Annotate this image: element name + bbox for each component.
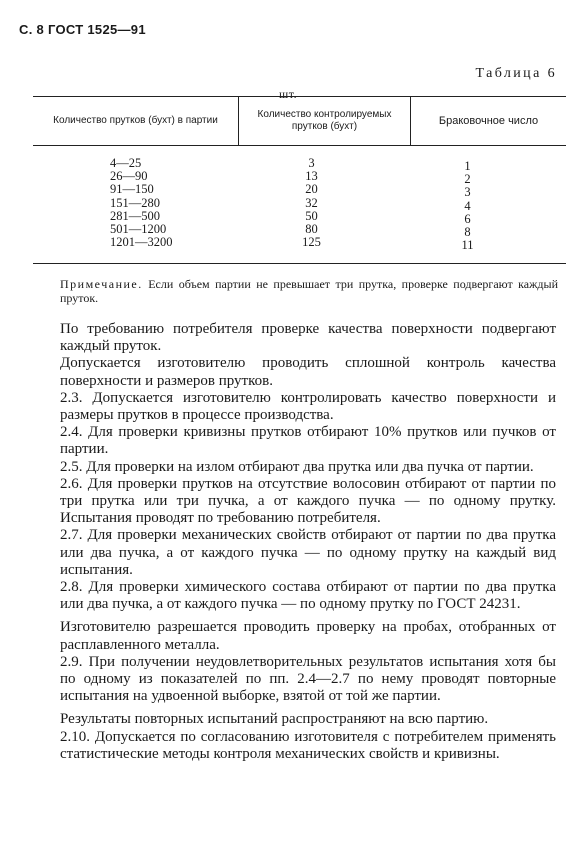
table-cell: 4 [464, 198, 471, 213]
paragraph: Допускается изготовителю проводить сплошной контроль качества поверхности и размеров прутков. [60, 355, 556, 389]
paragraph: 2.6. Для проверки прутков на отсутствие волосовин отбирают от партии по три прутка или три пучка, а от каждого пучка — по одному прутку. Испытания проводят по требованию потребителя. [60, 475, 556, 527]
page-header: С. 8 ГОСТ 1525—91 [19, 22, 146, 37]
paragraph: По требованию потребителя проверке качества поверхности подвергают каждый пруток. [60, 321, 556, 355]
column-batch-size [33, 157, 230, 249]
table-cell: 4—25 [110, 156, 142, 170]
table-cell: 125 [302, 235, 321, 250]
table-cell: 26—90 [110, 169, 148, 184]
table-cell: 8 [464, 225, 471, 240]
column-header-reject-number: Браковочное число [438, 115, 539, 127]
table-cell: 151—280 [110, 195, 160, 210]
table-cell: 1 [464, 159, 471, 173]
table-note [60, 277, 558, 305]
paragraph: 2.8. Для проверки химического состава отбирают от партии по два прутка или два пучка, а от каждого пучка — по одному прутку по ГОСТ 24231. [60, 579, 556, 613]
sampling-table [33, 96, 566, 264]
table-cell: 6 [464, 211, 471, 226]
column-controlled-count [230, 157, 393, 249]
column-reject-number [393, 157, 566, 253]
paragraph: 2.3. Допускается изготовителю контролировать качество поверхности и размеры прутков в процессе производства. [60, 389, 556, 424]
table-body [33, 146, 566, 263]
paragraph: Изготовителю разрешается проводить проверку на пробах, отобранных от расплавленного металла. [60, 619, 556, 653]
table-cell: 13 [305, 169, 318, 184]
table-cell: 2 [464, 172, 471, 187]
column-header-batch-size: Количество прутков (бухт) в партии [53, 115, 218, 126]
table-cell: 11 [461, 238, 474, 253]
table-cell: 80 [305, 222, 318, 237]
table-cell: 501—1200 [110, 222, 167, 237]
paragraph: 2.9. При получении неудовлетворительных результатов испытания хотя бы по одному из показателей по пп. 2.4—2.7 по нему проводят повторные испытания на удвоенной выборке, взятой от той же партии. [60, 653, 556, 705]
table-cell: 3 [464, 185, 471, 200]
table-unit: шт. [279, 87, 298, 101]
table-cell: 91—150 [110, 182, 154, 197]
paragraph: 2.7. Для проверки механических свойств отбирают от партии по два прутка или два пучка, а от каждого пучка — по одному прутку на каждый вид испытания. [60, 527, 556, 578]
table-cell: 20 [305, 182, 318, 197]
table-cell: 32 [305, 195, 318, 210]
table-header-row [33, 97, 566, 146]
table-cell: 3 [308, 156, 315, 170]
paragraph: 2.5. Для проверки на излом отбирают два прутка или два пучка от партии. [60, 458, 534, 475]
table-cell: 50 [305, 208, 318, 223]
table-cell: 1201—3200 [110, 235, 173, 250]
column-header-controlled-count: Количество контролируемых прутков (бухт) [238, 97, 411, 145]
paragraph: Результаты повторных испытаний распространяют на всю партию. [60, 711, 489, 728]
paragraph: 2.4. Для проверки кривизны прутков отбирают 10% прутков или пучков от партии. [60, 424, 556, 458]
document-body [60, 321, 556, 763]
note-label: Примечание. [60, 277, 143, 291]
table-cell: 281—500 [110, 208, 160, 223]
note-text: Если объем партии не превышает три прутка, проверке подвергают каждый пруток. [60, 277, 559, 305]
table-label: Таблица 6 [475, 66, 557, 81]
paragraph: 2.10. Допускается по согласованию изготовителя с потребителем применять статистические методы контроля механических свойств и кривизны. [60, 728, 556, 762]
